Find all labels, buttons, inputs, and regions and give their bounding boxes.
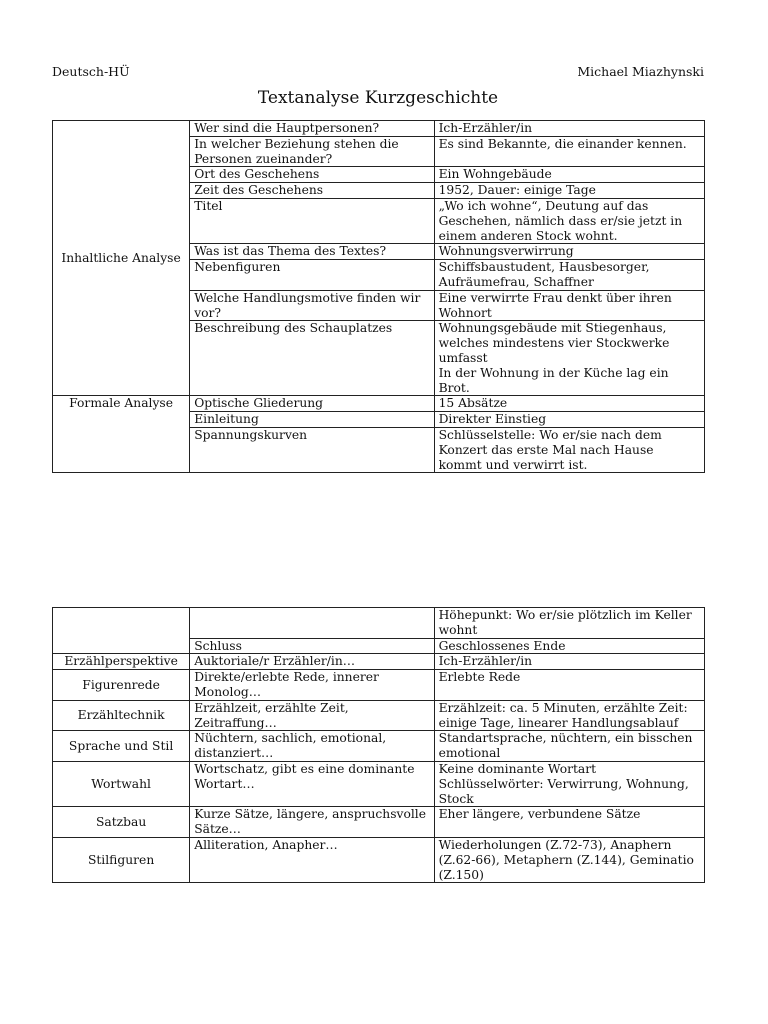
document-title: Textanalyse Kurzgeschichte <box>257 88 499 108</box>
question-cell: Ort des Geschehens <box>190 167 434 183</box>
answer-cell: 1952, Dauer: einige Tage <box>434 183 704 199</box>
analysis-table-1 <box>52 120 705 473</box>
question-cell: Nüchtern, sachlich, emotional, distanziert… <box>190 731 434 762</box>
question-cell: Auktoriale/r Erzähler/in… <box>190 654 434 670</box>
table-row <box>53 654 705 670</box>
answer-cell: Eine verwirrte Frau denkt über ihren Wohnort <box>434 290 704 321</box>
answer-cell: Schlüsselstelle: Wo er/sie nach dem Konzert das erste Mal nach Hause kommt und verwirrt ist. <box>434 427 704 472</box>
answer-line: Schlüsselwörter: Verwirrung, Wohnung, Stock <box>438 776 689 806</box>
question-cell: Was ist das Thema des Textes? <box>190 244 434 260</box>
answer-cell: Höhepunkt: Wo er/sie plötzlich im Keller wohnt <box>434 608 704 639</box>
section-label: Stilfiguren <box>53 837 190 882</box>
section-label-inhalt: Inhaltliche Analyse <box>53 121 190 396</box>
question-cell: Wer sind die Hauptpersonen? <box>190 121 434 137</box>
table-row <box>53 761 705 806</box>
question-cell: Nebenfiguren <box>190 260 434 291</box>
answer-cell: Schiffsbaustudent, Hausbesorger, Aufräumefrau, Schaffner <box>434 260 704 291</box>
table-row <box>53 807 705 838</box>
answer-line: In der Wohnung in der Küche lag ein Brot. <box>438 365 669 395</box>
answer-cell: Eher längere, verbundene Sätze <box>434 807 704 838</box>
question-cell: Wortschatz, gibt es eine dominante Wortart… <box>190 761 434 806</box>
table-row <box>53 837 705 882</box>
question-cell: Titel <box>190 198 434 243</box>
question-cell: Alliteration, Anapher… <box>190 837 434 882</box>
question-cell: Direkte/erlebte Rede, innerer Monolog… <box>190 670 434 701</box>
author-name: Michael Miazhynski <box>577 64 704 79</box>
answer-cell: Geschlossenes Ende <box>434 638 704 654</box>
answer-cell: Erlebte Rede <box>434 670 704 701</box>
answer-line: Keine dominante Wortart <box>438 761 597 776</box>
table-row <box>53 121 705 137</box>
table-row <box>53 396 705 412</box>
question-cell: Erzählzeit, erzählte Zeit, Zeitraffung… <box>190 700 434 731</box>
answer-cell: Wiederholungen (Z.72-73), Anaphern (Z.62-66), Metaphern (Z.144), Geminatio (Z.150) <box>434 837 704 882</box>
question-cell: Optische Gliederung <box>190 396 434 412</box>
question-cell: Kurze Sätze, längere, anspruchsvolle Sätze… <box>190 807 434 838</box>
answer-cell: „Wo ich wohne“, Deutung auf das Geschehen, nämlich dass er/sie jetzt in einem anderen Stock wohnt. <box>434 198 704 243</box>
question-cell <box>190 608 434 639</box>
section-label-formal: Formale Analyse <box>53 396 190 473</box>
answer-cell: Wohnungsverwirrung <box>434 244 704 260</box>
table-row <box>53 731 705 762</box>
answer-line: Wohnungsgebäude mit Stiegenhaus, welches mindestens vier Stockwerke umfasst <box>438 321 670 365</box>
answer-cell: Ich-Erzähler/in <box>434 121 704 137</box>
question-cell: Welche Handlungsmotive finden wir vor? <box>190 290 434 321</box>
section-label: Sprache und Stil <box>53 731 190 762</box>
section-label: Erzähltechnik <box>53 700 190 731</box>
answer-cell: 15 Absätze <box>434 396 704 412</box>
table-row <box>53 670 705 701</box>
section-label: Figurenrede <box>53 670 190 701</box>
subject-label: Deutsch-HÜ <box>52 64 130 79</box>
answer-cell <box>434 321 704 396</box>
answer-cell: Direkter Einstieg <box>434 412 704 428</box>
question-cell: Beschreibung des Schauplatzes <box>190 321 434 396</box>
section-label: Wortwahl <box>53 761 190 806</box>
question-cell: Schluss <box>190 638 434 654</box>
question-cell: Einleitung <box>190 412 434 428</box>
answer-cell: Ein Wohngebäude <box>434 167 704 183</box>
answer-cell <box>434 761 704 806</box>
table-row <box>53 700 705 731</box>
section-label-empty <box>53 608 190 654</box>
answer-cell: Ich-Erzähler/in <box>434 654 704 670</box>
question-cell: Spannungskurven <box>190 427 434 472</box>
answer-cell: Es sind Bekannte, die einander kennen. <box>434 136 704 167</box>
section-label: Erzählperspektive <box>53 654 190 670</box>
table-row <box>53 608 705 639</box>
analysis-table-2 <box>52 607 705 883</box>
question-cell: In welcher Beziehung stehen die Personen zueinander? <box>190 136 434 167</box>
answer-cell: Standartsprache, nüchtern, ein bisschen emotional <box>434 731 704 762</box>
section-label: Satzbau <box>53 807 190 838</box>
answer-cell: Erzählzeit: ca. 5 Minuten, erzählte Zeit: einige Tage, linearer Handlungsablauf <box>434 700 704 731</box>
question-cell: Zeit des Geschehens <box>190 183 434 199</box>
